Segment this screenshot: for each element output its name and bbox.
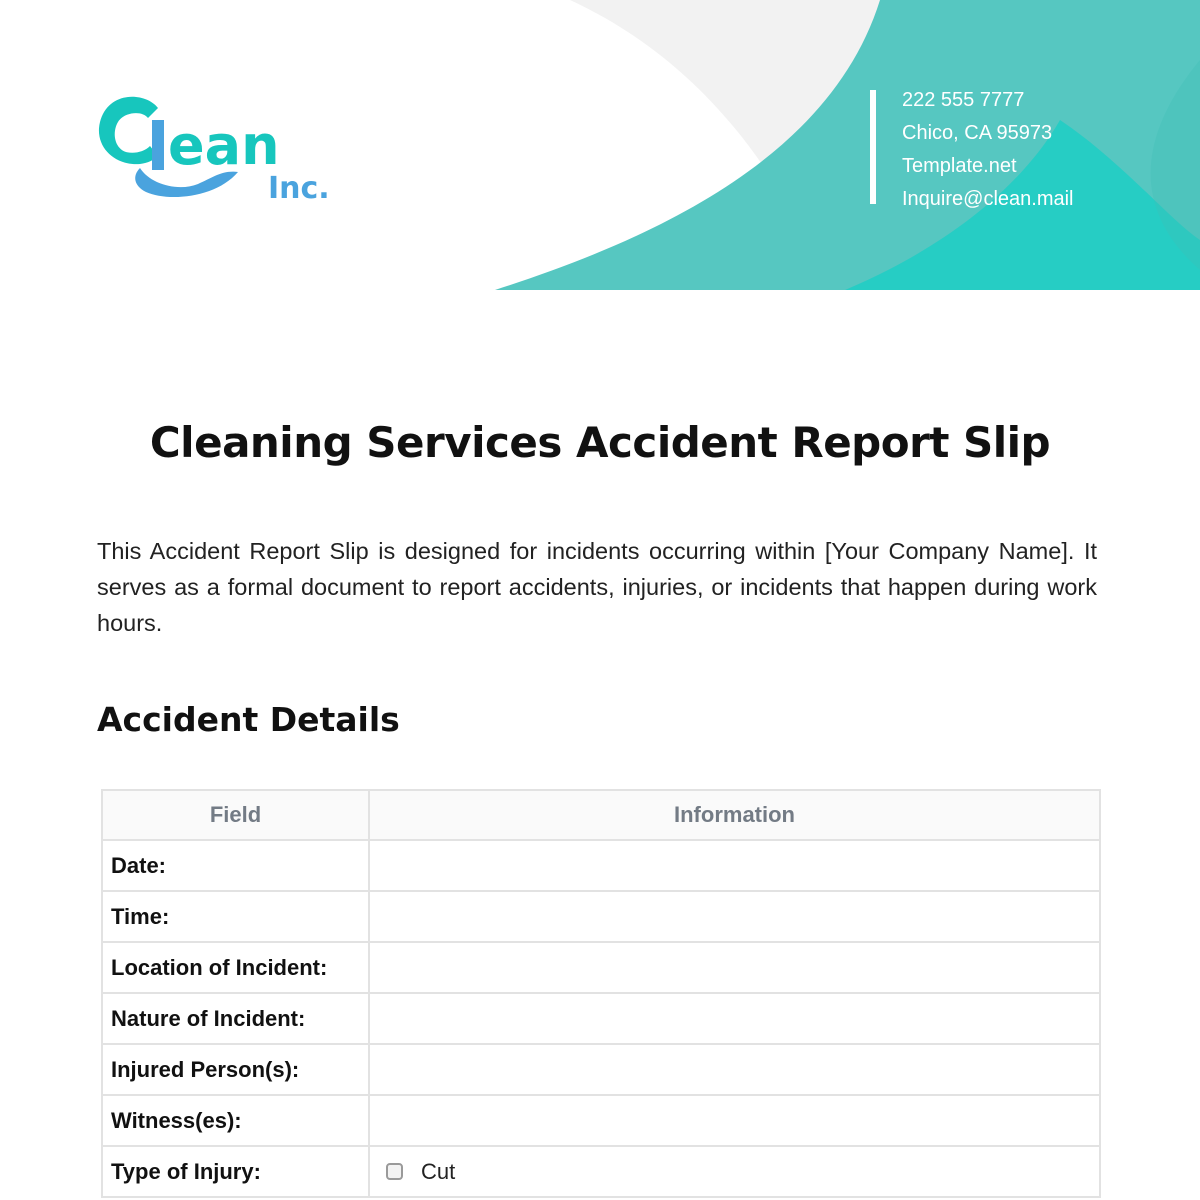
contact-info	[902, 84, 1074, 216]
option-cut-label: Cut	[421, 1158, 456, 1184]
header-banner	[0, 0, 1200, 290]
field-witnesses: Witness(es):	[102, 1095, 369, 1146]
contact-divider	[870, 90, 876, 204]
intro-paragraph: This Accident Report Slip is designed for incidents occurring within [Your Company Name]. It serves as a formal document to report accidents, injuries, or incidents that happen during work hours.	[97, 538, 1097, 636]
field-injured-persons: Injured Person(s):	[102, 1044, 369, 1095]
field-type-of-injury: Type of Injury:	[102, 1146, 369, 1197]
field-nature: Nature of Incident:	[102, 993, 369, 1044]
table-row	[102, 942, 1100, 993]
svg-text:ean: ean	[168, 114, 280, 177]
cut-checkbox[interactable]	[386, 1163, 403, 1180]
document-title: Cleaning Services Accident Report Slip	[149, 418, 1051, 467]
value-nature[interactable]	[369, 993, 1100, 1044]
contact-phone: 222 555 7777	[902, 89, 1025, 111]
table-row	[102, 993, 1100, 1044]
contact-email[interactable]: Inquire@clean.mail	[902, 188, 1074, 210]
value-location[interactable]	[369, 942, 1100, 993]
table-row	[102, 1095, 1100, 1146]
header-information: Information	[369, 790, 1100, 840]
value-time[interactable]	[369, 891, 1100, 942]
table-header-row	[102, 790, 1100, 840]
table-row	[102, 1044, 1100, 1095]
section-title-accident-details: Accident Details	[97, 700, 400, 739]
value-injured-persons[interactable]	[369, 1044, 1100, 1095]
company-logo	[88, 80, 348, 210]
value-witnesses[interactable]	[369, 1095, 1100, 1146]
clean-inc-logo-icon	[88, 80, 348, 210]
value-date[interactable]	[369, 840, 1100, 891]
table-row	[102, 891, 1100, 942]
field-time: Time:	[102, 891, 369, 942]
option-cut[interactable]	[378, 1159, 1091, 1185]
header-field: Field	[102, 790, 369, 840]
table-row	[102, 840, 1100, 891]
field-date: Date:	[102, 840, 369, 891]
field-location: Location of Incident:	[102, 942, 369, 993]
contact-address: Chico, CA 95973	[902, 122, 1053, 144]
value-type-of-injury	[369, 1146, 1100, 1197]
contact-website[interactable]: Template.net	[902, 155, 1017, 177]
accident-details-table	[101, 789, 1101, 1198]
table-row	[102, 1146, 1100, 1197]
svg-text:Inc.: Inc.	[268, 171, 330, 206]
